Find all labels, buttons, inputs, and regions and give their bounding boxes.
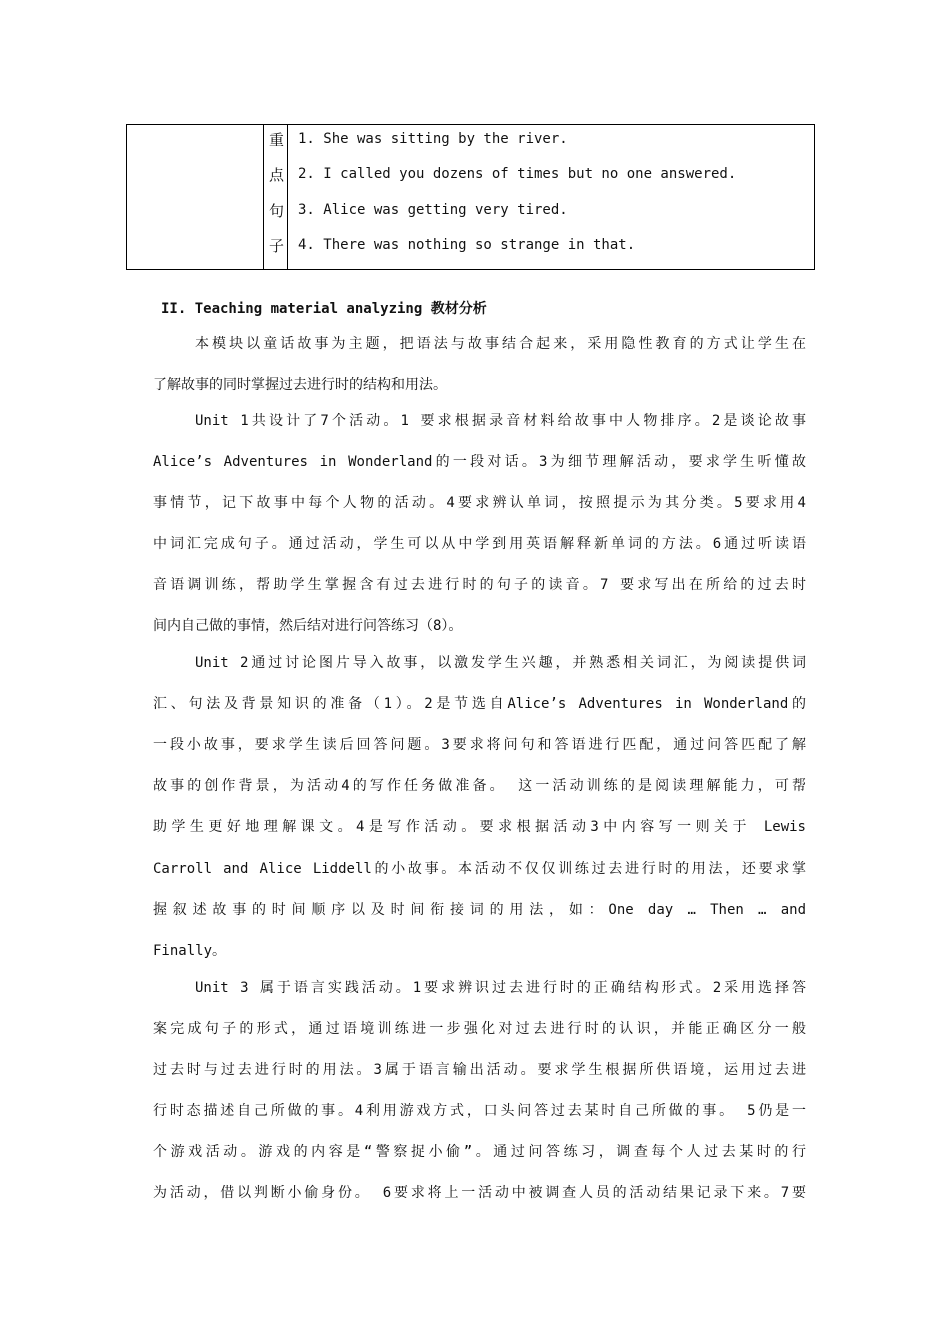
paragraph-line: 汇、句法及背景知识的准备（1）。2是节选自Alice’s Adventures in Wonderland的 [153,696,806,712]
paragraph-line: Unit 2通过讨论图片导入故事，以激发学生兴趣，并熟悉相关词汇，为阅读提供词 [195,655,806,671]
table-row-label [264,125,288,269]
paragraph-line: Alice’s Adventures in Wonderland的一段对话。3为细节理解活动，要求学生听懂故 [153,454,806,470]
paragraph-line: 间内自己做的事情，然后结对进行问答练习（8）。 [153,618,463,634]
paragraph-line: 案完成句子的形式，通过语境训练进一步强化对过去进行时的认识，并能正确区分一般 [153,1021,806,1037]
paragraph-line: Carroll and Alice Liddell的小故事。本活动不仅仅训练过去进行时的用法，还要求掌 [153,861,806,877]
paragraph-line: 事情节，记下故事中每个人物的活动。4要求辨认单词，按照提示为其分类。5要求用4 [153,495,806,511]
key-sentence: 4. There was nothing so strange in that. [298,237,636,253]
paragraph-line: 行时态描述自己所做的事。4利用游戏方式，口头问答过去某时自己所做的事。 5仍是一 [153,1103,806,1119]
heading-chinese: 教材分析 [430,301,487,317]
paragraph-line: Unit 1共设计了7个活动。1 要求根据录音材料给故事中人物排序。2是谈论故事 [195,413,806,429]
paragraph-line: 故事的创作背景，为活动4的写作任务做准备。 这一活动训练的是阅读理解能力，可帮 [153,778,806,794]
paragraph-line: 助学生更好地理解课文。4是写作活动。要求根据活动3中内容写一则关于 Lewis [153,819,806,835]
key-sentence: 1. She was sitting by the river. [298,131,568,147]
paragraph-line: 过去时与过去进行时的用法。3属于语言输出活动。要求学生根据所供语境，运用过去进 [153,1062,806,1078]
paragraph-line: 中词汇完成句子。通过活动，学生可以从中学到用英语解释新单词的方法。6通过听读语 [153,536,806,552]
row-label-char: 重 [269,131,285,149]
key-sentence: 2. I called you dozens of times but no one answered. [298,166,737,182]
paragraph-line: 个游戏活动。游戏的内容是“警察捉小偷”。通过问答练习，调查每个人过去某时的行 [153,1144,806,1160]
table-empty-cell [127,125,264,269]
row-label-char: 句 [269,202,285,220]
paragraph-line: 本模块以童话故事为主题，把语法与故事结合起来，采用隐性教育的方式让学生在 [195,336,806,352]
paragraph-line: Finally。 [153,943,227,959]
key-sentences-table [126,124,815,270]
heading-english: II. Teaching material analyzing [161,301,431,317]
paragraph-line: 一段小故事，要求学生读后回答问题。3要求将问句和答语进行匹配，通过问答匹配了解 [153,737,806,753]
key-sentence: 3. Alice was getting very tired. [298,202,568,218]
table-sentence-cell [288,125,814,269]
row-label-char: 点 [269,166,285,184]
row-label-char: 子 [269,237,285,255]
paragraph-line: 了解故事的同时掌握过去进行时的结构和用法。 [153,377,447,393]
paragraph-line: 为活动，借以判断小偷身份。 6要求将上一活动中被调查人员的活动结果记录下来。7要 [153,1185,806,1201]
section-heading [161,298,487,320]
paragraph-line: 音语调训练，帮助学生掌握含有过去进行时的句子的读音。7 要求写出在所给的过去时 [153,577,806,593]
paragraph-line: Unit 3 属于语言实践活动。1要求辨识过去进行时的正确结构形式。2采用选择答 [195,980,806,996]
paragraph-line: 握叙述故事的时间顺序以及时间衔接词的用法，如：One day … Then … and [153,902,806,918]
